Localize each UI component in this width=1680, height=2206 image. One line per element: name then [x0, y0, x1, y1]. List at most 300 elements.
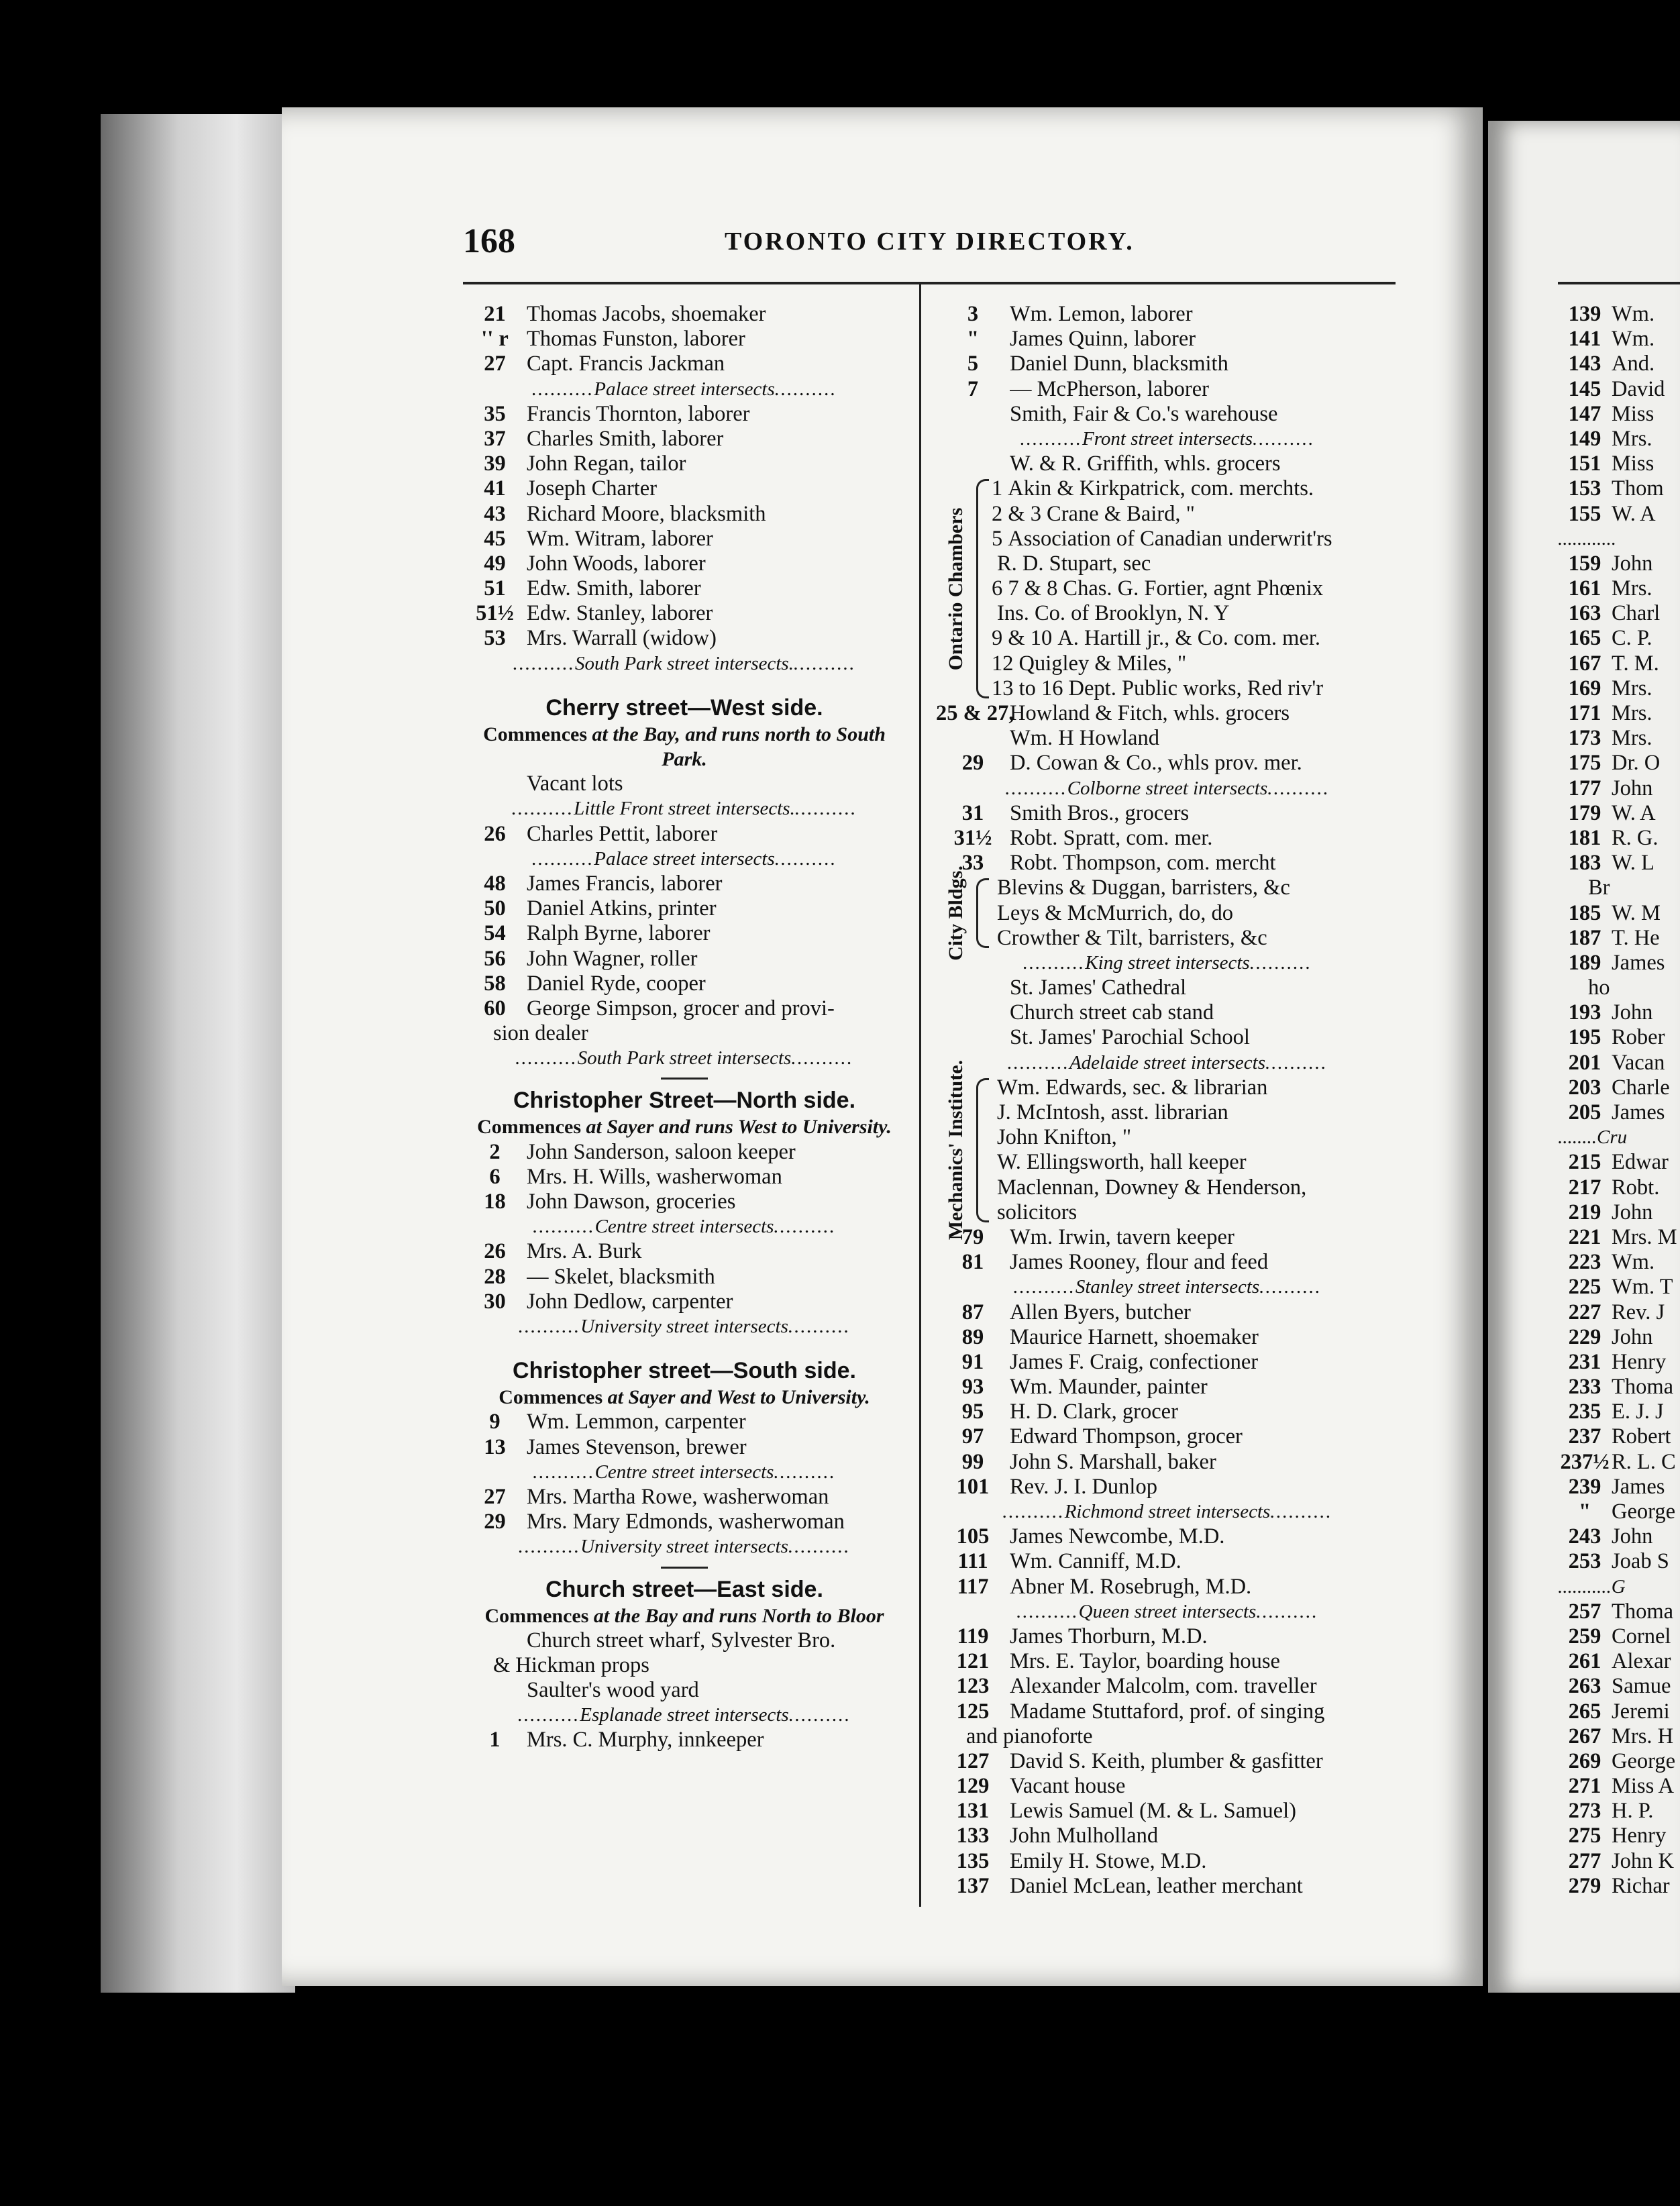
- intersect-label: Front street intersects: [1082, 427, 1253, 450]
- directory-entry: [936, 826, 1399, 851]
- directory-entry: [992, 502, 1399, 527]
- directory-entry: [936, 851, 1399, 876]
- entry-text: H. D. Clark, grocer: [1010, 1400, 1178, 1424]
- entry-text: Association of Canadian underwrit'rs: [1008, 526, 1332, 551]
- directory-entry: [1558, 352, 1680, 376]
- entry-continuation: ho: [1588, 976, 1610, 1000]
- house-number: 215: [1568, 1150, 1602, 1175]
- entry-text: Daniel Atkins, printer: [527, 896, 717, 921]
- leader-dots: ..........: [1013, 1276, 1075, 1298]
- house-number: 217: [1568, 1175, 1602, 1200]
- house-number: 2 & 3: [992, 501, 1042, 526]
- house-number: 129: [956, 1774, 990, 1799]
- directory-entry: [463, 822, 906, 847]
- house-number: [936, 452, 1010, 476]
- entry-text: W. A: [1612, 800, 1656, 825]
- directory-entry: [1558, 1375, 1680, 1400]
- house-number: 219: [1568, 1200, 1602, 1224]
- directory-entry: [1558, 901, 1680, 926]
- leader-dots: ..........: [515, 1047, 578, 1069]
- directory-entry: [1558, 1524, 1680, 1549]
- entry-text: Wm. Witram, laborer: [527, 526, 713, 551]
- directory-entry: [1558, 1100, 1680, 1125]
- house-number: 48: [484, 871, 506, 896]
- house-number: 131: [956, 1799, 990, 1824]
- directory-entry: [936, 1450, 1399, 1475]
- leader-dots: ..........: [1020, 427, 1082, 450]
- book-page-edges: [101, 114, 295, 1993]
- directory-entry: [936, 726, 1399, 751]
- house-number: 139: [1568, 302, 1602, 326]
- entry-text: Wm. T: [1612, 1275, 1673, 1300]
- entry-text: Mrs. A. Burk: [527, 1239, 642, 1264]
- intersect-label: Palace street intersects: [594, 378, 775, 400]
- entry-text: Mrs. Mary Edmonds, washerwoman: [527, 1510, 845, 1534]
- intersect-label: Adelaide street intersects: [1069, 1051, 1266, 1073]
- leader-dots: ..........: [517, 1704, 580, 1726]
- entry-text: solicitors: [997, 1200, 1078, 1224]
- intersect-label: Colborne street intersects: [1067, 777, 1268, 799]
- directory-entry: [992, 876, 1399, 900]
- directory-entry: [1558, 1774, 1680, 1799]
- house-number: 203: [1568, 1075, 1602, 1100]
- directory-entry: [936, 327, 1399, 352]
- house-number: 261: [1568, 1649, 1602, 1674]
- entry-text: Wm. Canniff, M.D.: [1010, 1549, 1182, 1574]
- house-number: 53: [484, 626, 506, 651]
- entry-text: Smith, Fair & Co.'s warehouse: [1010, 401, 1278, 426]
- leader-dots: ..........: [793, 652, 856, 674]
- directory-entry: [1558, 951, 1680, 976]
- house-number: 205: [1568, 1100, 1602, 1124]
- house-number: 165: [1568, 626, 1602, 651]
- street-intersects-line: [463, 651, 906, 676]
- entry-text: James: [1612, 1100, 1665, 1124]
- house-number: 237: [1568, 1424, 1602, 1449]
- house-number: 153: [1568, 476, 1602, 501]
- house-number: 223: [1568, 1250, 1602, 1275]
- entry-text: Wm.: [1612, 1250, 1655, 1275]
- entry-text: Mrs. Warrall (widow): [527, 626, 717, 651]
- column-divider: [919, 283, 921, 1907]
- directory-entry: [1558, 776, 1680, 801]
- house-number: 39: [484, 452, 506, 476]
- entry-text: D. Cowan & Co., whls prov. mer.: [1010, 751, 1302, 776]
- directory-entry: [936, 801, 1399, 826]
- directory-entry: [992, 926, 1399, 951]
- entry-text: Akin & Kirkpatrick, com. merchts.: [1008, 476, 1314, 501]
- directory-entry: [936, 1524, 1399, 1549]
- directory-entry: [936, 452, 1399, 476]
- entry-text: Mrs. H: [1612, 1724, 1674, 1748]
- house-number: 37: [484, 426, 506, 451]
- directory-entry: [936, 1000, 1399, 1025]
- entry-text: Robt. Spratt, com. mer.: [1010, 825, 1213, 850]
- entry-text: James Stevenson, brewer: [527, 1434, 747, 1459]
- building-group: [936, 865, 1399, 961]
- entry-text: David: [1612, 376, 1665, 401]
- leader-dots: ..........: [1259, 1276, 1322, 1298]
- house-number: 35: [484, 401, 506, 426]
- entry-text: J. McIntosh, asst. librarian: [997, 1100, 1228, 1124]
- page-header: [463, 221, 1409, 262]
- house-number: 6 7 & 8: [992, 576, 1058, 601]
- entry-text: R. D. Stupart, sec: [997, 551, 1151, 576]
- intersect-label: Richmond street intersects: [1064, 1501, 1271, 1522]
- directory-entry: [1558, 726, 1680, 751]
- entry-text: Mrs. E. Taylor, boarding house: [1010, 1649, 1280, 1674]
- brace-mark: [976, 878, 989, 948]
- entry-text: James Quinn, laborer: [1010, 327, 1196, 352]
- entry-text: Edwar: [1612, 1150, 1669, 1175]
- house-number: 263: [1568, 1674, 1602, 1699]
- directory-entry: [1558, 377, 1680, 402]
- entry-text: Henry: [1612, 1349, 1667, 1374]
- street-intersects-line: [936, 776, 1399, 801]
- entry-text: John Dedlow, carpenter: [527, 1289, 733, 1314]
- entry-text: James: [1612, 1474, 1665, 1499]
- directory-entry: [992, 1200, 1399, 1225]
- street-intersects-line: [463, 1703, 906, 1728]
- directory-entry: [936, 1225, 1399, 1250]
- house-number: 233: [1568, 1375, 1602, 1400]
- directory-entry: [1558, 626, 1680, 651]
- entry-text: W. Ellingsworth, hall keeper: [997, 1150, 1247, 1175]
- house-number: 101: [956, 1474, 990, 1499]
- directory-entry: [463, 402, 906, 427]
- entry-text: Alexander Malcolm, com. traveller: [1010, 1674, 1317, 1699]
- house-number: [463, 1628, 527, 1653]
- house-number: [936, 976, 1010, 1000]
- directory-entry: [1558, 576, 1680, 601]
- house-number: 89: [961, 1324, 984, 1349]
- directory-entry: [936, 1549, 1399, 1574]
- house-number: 183: [1568, 851, 1602, 876]
- directory-entry: [992, 576, 1399, 601]
- house-number: 50: [484, 896, 506, 921]
- entry-text: John Wagner, roller: [527, 946, 698, 971]
- entry-text: David S. Keith, plumber & gasfitter: [1010, 1748, 1323, 1773]
- house-number: 29: [961, 751, 984, 776]
- street-intersects-line: [463, 1314, 906, 1339]
- directory-entry: [992, 901, 1399, 926]
- leader-dots: ..........: [774, 1216, 836, 1238]
- directory-entry: [936, 1250, 1399, 1275]
- street-intersects-line: [463, 847, 906, 872]
- directory-entry: [992, 626, 1399, 651]
- house-number: 201: [1568, 1050, 1602, 1075]
- entry-text: Joab S: [1612, 1549, 1669, 1574]
- directory-entry: [936, 302, 1399, 327]
- entry-text: Crowther & Tilt, barristers, &c: [997, 925, 1267, 950]
- directory-entry: [936, 1799, 1399, 1824]
- house-number: 257: [1568, 1599, 1602, 1624]
- house-number: 51: [484, 576, 506, 601]
- entry-text: John Woods, laborer: [527, 551, 706, 576]
- street-intersects-line: [463, 796, 906, 821]
- section-gap: [463, 1339, 906, 1350]
- house-number: 119: [957, 1624, 989, 1648]
- entry-text: Maurice Harnett, shoemaker: [1010, 1324, 1259, 1349]
- directory-entry: [936, 1325, 1399, 1350]
- house-number: 161: [1568, 576, 1602, 601]
- directory-entry: [1558, 651, 1680, 676]
- directory-entry: [463, 626, 906, 651]
- house-number: 60: [484, 996, 506, 1020]
- entry-text: Ralph Byrne, laborer: [527, 921, 711, 946]
- house-number: 235: [1568, 1400, 1602, 1424]
- directory-entry: [463, 921, 906, 946]
- leader-dots: ..........: [531, 847, 594, 870]
- commences-word: Commences: [483, 723, 588, 745]
- directory-entry: [463, 302, 906, 327]
- entry-text: T. M.: [1612, 651, 1659, 676]
- entry-text: Madame Stuttaford, prof. of singing: [1010, 1699, 1325, 1724]
- directory-entry: [463, 1485, 906, 1510]
- directory-entry: [463, 1190, 906, 1214]
- house-number: 185: [1568, 900, 1602, 925]
- directory-entry: [1558, 502, 1680, 527]
- entry-text: Allen Byers, butcher: [1010, 1300, 1191, 1324]
- leader-dots: ..........: [1256, 1600, 1318, 1622]
- house-number: 30: [484, 1289, 506, 1314]
- directory-entry: [936, 1475, 1399, 1500]
- street-intersects-line: [463, 1214, 906, 1239]
- directory-entry: [936, 1749, 1399, 1774]
- street-intersects-line: [463, 377, 906, 402]
- house-number: 45: [484, 526, 506, 551]
- directory-entry: [1558, 1500, 1680, 1524]
- leader-dots: ..........: [788, 1315, 851, 1337]
- building-occupants: [992, 876, 1399, 951]
- directory-entry: [1558, 1674, 1680, 1699]
- house-number: 31: [961, 800, 984, 825]
- building-occupants: [992, 1075, 1399, 1225]
- entry-text: Alexar: [1612, 1649, 1671, 1674]
- directory-entry: [463, 1165, 906, 1190]
- entry-text: Howland & Fitch, whls. grocers: [1010, 701, 1290, 725]
- leader-dots: ..........: [1270, 1501, 1332, 1522]
- entry-text: George Simpson, grocer and provi-: [527, 996, 835, 1020]
- leader-dots: ..........: [531, 378, 594, 400]
- house-number: 54: [484, 921, 506, 946]
- entry-text: Vacant lots: [527, 772, 623, 796]
- intersect-label: Stanley street intersects: [1075, 1276, 1260, 1298]
- entry-text: Mrs.: [1612, 726, 1652, 751]
- entry-text: Edw. Smith, laborer: [527, 576, 701, 601]
- house-number: 267: [1568, 1724, 1602, 1748]
- entry-text: John: [1612, 1200, 1653, 1224]
- entry-text: John: [1612, 1000, 1653, 1025]
- entry-text: Mrs.: [1612, 576, 1652, 601]
- entry-text: Daniel Ryde, cooper: [527, 971, 706, 996]
- house-number: 125: [956, 1699, 990, 1724]
- house-number: 181: [1568, 825, 1602, 850]
- entry-text: Mrs.: [1612, 676, 1652, 700]
- entry-text: Edw. Stanley, laborer: [527, 601, 713, 626]
- directory-entry: [1558, 402, 1680, 427]
- entry-text: Richard Moore, blacksmith: [527, 501, 766, 526]
- entry-text: James Francis, laborer: [527, 871, 723, 896]
- entry-text: Vacan: [1612, 1050, 1665, 1075]
- entry-text: Cornel: [1612, 1624, 1671, 1648]
- directory-entry: [1558, 1175, 1680, 1200]
- house-number: 27: [484, 1484, 506, 1509]
- entry-text: Abner M. Rosebrugh, M.D.: [1010, 1574, 1252, 1599]
- house-number: ": [1578, 1500, 1591, 1524]
- leader-dots: ..........: [1267, 777, 1330, 799]
- entry-text: Crane & Baird, ": [1047, 501, 1195, 526]
- house-number: 265: [1568, 1699, 1602, 1724]
- directory-entry: [992, 552, 1399, 576]
- directory-entry: [936, 1025, 1399, 1050]
- directory-entry: [1558, 1849, 1680, 1874]
- entry-text: H. P.: [1612, 1799, 1654, 1824]
- intersect-label: Palace street intersects: [594, 847, 775, 870]
- directory-entry: [463, 1239, 906, 1264]
- directory-entry: [936, 1575, 1399, 1599]
- intersect-label: Little Front street intersects.: [574, 798, 795, 820]
- directory-entry: [992, 527, 1399, 552]
- directory-entry: [1558, 1799, 1680, 1824]
- house-number: 143: [1568, 352, 1602, 376]
- commences-word: Commences: [484, 1604, 589, 1627]
- directory-entry: [992, 476, 1399, 501]
- entry-text: Henry: [1612, 1824, 1667, 1848]
- directory-entry: [463, 527, 906, 552]
- entry-text: Charle: [1612, 1075, 1670, 1100]
- entry-text: Capt. Francis Jackman: [527, 352, 725, 376]
- house-number: 25 & 27,: [936, 701, 1014, 725]
- house-number: 49: [484, 551, 506, 576]
- entry-text: R. L. C: [1612, 1449, 1676, 1474]
- street-intersects-line: [936, 1275, 1399, 1300]
- directory-column-right: [1558, 302, 1680, 1899]
- entry-text: Lewis Samuel (M. & L. Samuel): [1010, 1799, 1296, 1824]
- intersect-label: Queen street intersects: [1078, 1600, 1257, 1622]
- street-description: [463, 1385, 906, 1410]
- description-text: at Sayer and runs West to University.: [581, 1116, 892, 1139]
- house-number: 271: [1568, 1774, 1602, 1799]
- entry-text: Blevins & Duggan, barristers, &c: [997, 876, 1290, 900]
- entry-text: Wm. Maunder, painter: [1010, 1375, 1208, 1400]
- house-number: 79: [961, 1224, 984, 1249]
- directory-entry: [463, 452, 906, 476]
- commences-word: Commences: [498, 1386, 603, 1409]
- entry-text: Wm. Lemmon, carpenter: [527, 1410, 746, 1434]
- entry-text: Thom: [1612, 476, 1664, 501]
- leader-dots: ..........: [513, 652, 576, 674]
- street-intersects-line: [936, 951, 1399, 976]
- directory-entry: [1558, 1350, 1680, 1375]
- leader-dots: ..........: [1022, 951, 1086, 974]
- street-intersects-line: [936, 1599, 1399, 1624]
- entry-text: Smith Bros., grocers: [1010, 800, 1190, 825]
- entry-text: W. M: [1612, 900, 1661, 925]
- entry-text: John: [1612, 1524, 1653, 1549]
- directory-entry: [1558, 1275, 1680, 1300]
- directory-entry: [992, 1100, 1399, 1125]
- house-number: 21: [484, 302, 506, 326]
- leader-dots: ..........: [1016, 1600, 1079, 1622]
- house-number: 12: [992, 651, 1014, 676]
- directory-entry: [463, 1265, 906, 1290]
- header-rule: [463, 282, 1396, 284]
- directory-entry: [936, 751, 1399, 776]
- intersect-label: University street intersects: [580, 1315, 788, 1337]
- house-number: 95: [961, 1400, 984, 1424]
- house-number: '' r: [481, 327, 509, 352]
- entry-text: W. A: [1612, 501, 1656, 526]
- house-number: 137: [956, 1873, 990, 1898]
- directory-entry: [936, 1375, 1399, 1400]
- directory-entry: [463, 896, 906, 921]
- entry-text: John: [1612, 551, 1653, 576]
- street-heading: Cherry street—West side.: [545, 694, 823, 721]
- entry-text: Ins. Co. of Brooklyn, N. Y: [997, 601, 1230, 626]
- street-description: [463, 722, 906, 772]
- directory-entry: [936, 402, 1399, 427]
- directory-entry: [463, 352, 906, 376]
- leader-dots: ..........: [1002, 1501, 1065, 1522]
- directory-entry: [992, 1125, 1399, 1150]
- directory-entry: [992, 1150, 1399, 1175]
- house-number: 18: [484, 1190, 506, 1214]
- entry-text: Miss A: [1612, 1774, 1675, 1799]
- directory-entry: [992, 651, 1399, 676]
- directory-entry: [936, 377, 1399, 402]
- intersect-label: Centre street intersects: [594, 1461, 774, 1483]
- directory-entry: [1558, 1649, 1680, 1674]
- building-name: City Bldgs.: [945, 865, 967, 961]
- entry-text: Miss: [1612, 401, 1655, 426]
- house-number: 229: [1568, 1324, 1602, 1349]
- directory-entry: [1558, 1824, 1680, 1848]
- directory-entry: [1558, 1325, 1680, 1350]
- entry-text: John Dawson, groceries: [527, 1190, 736, 1214]
- intersect-label: Esplanade street intersects: [580, 1704, 789, 1726]
- house-number: 26: [484, 1239, 506, 1264]
- entry-text: James Rooney, flour and feed: [1010, 1250, 1269, 1275]
- description-text: at the Bay, and runs north to South Park.: [587, 723, 886, 771]
- house-number: 171: [1568, 701, 1602, 725]
- house-number: 121: [956, 1649, 990, 1674]
- entry-text: John Regan, tailor: [527, 452, 686, 476]
- entry-text: Daniel Dunn, blacksmith: [1010, 352, 1228, 376]
- entry-text: Rev. J: [1612, 1300, 1665, 1324]
- directory-entry: [1558, 1699, 1680, 1724]
- house-number: 28: [484, 1264, 506, 1289]
- directory-entry: [1558, 1025, 1680, 1050]
- directory-column-left: [463, 302, 906, 1753]
- house-number: 155: [1568, 501, 1602, 526]
- house-number: 13: [484, 1434, 506, 1459]
- directory-entry: [463, 1728, 906, 1752]
- entry-text: Rober: [1612, 1025, 1665, 1050]
- directory-entry: [1558, 1424, 1680, 1449]
- building-name: Ontario Chambers: [945, 507, 967, 670]
- directory-entry: [936, 352, 1399, 376]
- entry-text: Thomas Jacobs, shoemaker: [527, 302, 766, 326]
- directory-entry: [1558, 327, 1680, 352]
- entry-text: George: [1612, 1748, 1676, 1773]
- entry-text: Leys & McMurrich, do, do: [997, 900, 1234, 925]
- entry-text: John: [1612, 1324, 1653, 1349]
- directory-entry: [1558, 1150, 1680, 1175]
- house-number: [936, 1000, 1010, 1025]
- page-number: 168: [463, 222, 515, 260]
- house-number: 1: [992, 476, 1003, 501]
